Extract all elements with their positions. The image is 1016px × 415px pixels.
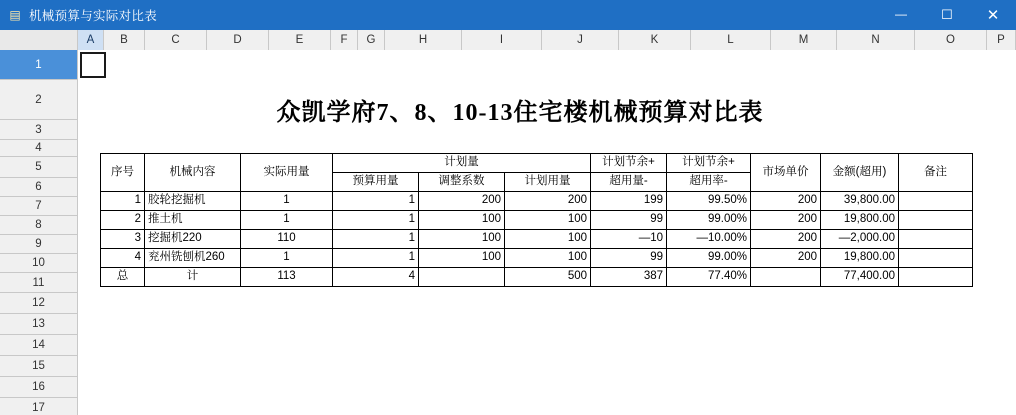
cell-save-over-qty: 99	[591, 211, 667, 230]
row-header-14[interactable]: 14	[0, 335, 77, 356]
cell-budget-qty: 1	[333, 192, 419, 211]
cell-budget-qty: 1	[333, 211, 419, 230]
row-header-12[interactable]: 12	[0, 293, 77, 314]
cell-save-over-rate: 99.00%	[667, 249, 751, 268]
cell-save-over-rate: 99.50%	[667, 192, 751, 211]
row-header-column	[0, 50, 78, 415]
cell-adjust-coef: 100	[419, 211, 505, 230]
table-row[interactable]	[101, 230, 973, 249]
cell-remark	[899, 192, 973, 211]
cell-total-remark	[899, 268, 973, 287]
cell-amount: 39,800.00	[821, 192, 899, 211]
cell-adjust-coef: 100	[419, 249, 505, 268]
cell-plan-qty: 200	[505, 192, 591, 211]
header-seq: 序号	[101, 154, 145, 192]
sheet-canvas[interactable]	[78, 50, 1016, 415]
cell-save-over-qty: 99	[591, 249, 667, 268]
header-actual: 实际用量	[241, 154, 333, 192]
sheet-body	[0, 50, 1016, 415]
row-header-4[interactable]: 4	[0, 140, 77, 157]
cell-remark	[899, 211, 973, 230]
column-header-P[interactable]: P	[987, 30, 1016, 50]
header-save-over-qty-line2: 超用量-	[591, 173, 667, 192]
header-budget-qty: 预算用量	[333, 173, 419, 192]
table-row[interactable]	[101, 211, 973, 230]
cell-amount: 19,800.00	[821, 211, 899, 230]
cell-unit-price: 200	[751, 230, 821, 249]
cell-adjust-coef: 200	[419, 192, 505, 211]
cell-unit-price: 200	[751, 211, 821, 230]
cell-seq: 4	[101, 249, 145, 268]
row-header-7[interactable]: 7	[0, 197, 77, 216]
cell-seq: 1	[101, 192, 145, 211]
row-header-9[interactable]: 9	[0, 235, 77, 254]
header-adjust-coef: 调整系数	[419, 173, 505, 192]
column-header-J[interactable]: J	[542, 30, 619, 50]
minimize-button[interactable]: —	[895, 7, 907, 21]
cell-save-over-qty: 199	[591, 192, 667, 211]
column-header-I[interactable]: I	[462, 30, 542, 50]
header-unit-price: 市场单价	[751, 154, 821, 192]
column-header-O[interactable]: O	[915, 30, 987, 50]
header-plan-qty: 计划用量	[505, 173, 591, 192]
cell-content: 挖掘机220	[145, 230, 241, 249]
cell-total-save-over-qty: 387	[591, 268, 667, 287]
cell-total-budget-qty: 4	[333, 268, 419, 287]
window-title: 机械预算与实际对比表	[29, 9, 158, 23]
table-row[interactable]	[101, 249, 973, 268]
row-header-6[interactable]: 6	[0, 178, 77, 197]
cell-seq: 3	[101, 230, 145, 249]
header-save-over-rate-line2: 超用率-	[667, 173, 751, 192]
cell-save-over-rate: —10.00%	[667, 230, 751, 249]
column-header-F[interactable]: F	[331, 30, 358, 50]
cell-plan-qty: 100	[505, 230, 591, 249]
cell-total-unit-price	[751, 268, 821, 287]
cell-total-save-over-rate: 77.40%	[667, 268, 751, 287]
header-remark: 备注	[899, 154, 973, 192]
row-header-11[interactable]: 11	[0, 273, 77, 293]
column-header-G[interactable]: G	[358, 30, 385, 50]
header-save-over-rate-line1: 计划节余+	[667, 154, 751, 173]
cell-total-amount: 77,400.00	[821, 268, 899, 287]
row-header-1[interactable]: 1	[0, 50, 77, 80]
cell-amount: 19,800.00	[821, 249, 899, 268]
cell-amount: —2,000.00	[821, 230, 899, 249]
row-header-16[interactable]: 16	[0, 377, 77, 398]
column-header-K[interactable]: K	[619, 30, 691, 50]
cell-unit-price: 200	[751, 249, 821, 268]
window-titlebar	[0, 0, 1016, 30]
column-header-N[interactable]: N	[837, 30, 915, 50]
header-content: 机械内容	[145, 154, 241, 192]
active-cell-cursor[interactable]	[80, 52, 106, 78]
cell-content: 胶轮挖掘机	[145, 192, 241, 211]
table-header-row-1	[101, 154, 973, 173]
window-controls	[878, 0, 1016, 30]
row-header-2[interactable]: 2	[0, 80, 77, 120]
column-header-B[interactable]: B	[104, 30, 145, 50]
column-header-H[interactable]: H	[385, 30, 462, 50]
table-total-row[interactable]	[101, 268, 973, 287]
cell-save-over-qty: —10	[591, 230, 667, 249]
spreadsheet-icon: ▤	[9, 8, 21, 22]
budget-comparison-table	[100, 153, 973, 287]
report-block	[100, 92, 948, 287]
header-amount: 金额(超用)	[821, 154, 899, 192]
header-save-over-qty-line1: 计划节余+	[591, 154, 667, 173]
spreadsheet-area	[0, 30, 1016, 415]
column-header-E[interactable]: E	[269, 30, 331, 50]
row-header-13[interactable]: 13	[0, 314, 77, 335]
column-header-A[interactable]: A	[78, 30, 104, 50]
cell-budget-qty: 1	[333, 249, 419, 268]
cell-content: 推土机	[145, 211, 241, 230]
select-all-corner[interactable]	[0, 30, 78, 50]
maximize-button[interactable]: ☐	[941, 7, 953, 22]
column-header-C[interactable]: C	[145, 30, 207, 50]
cell-plan-qty: 100	[505, 249, 591, 268]
close-button[interactable]: ✕	[986, 7, 1000, 24]
cell-unit-price: 200	[751, 192, 821, 211]
cell-actual: 110	[241, 230, 333, 249]
cell-total-plan-qty: 500	[505, 268, 591, 287]
table-row[interactable]	[101, 192, 973, 211]
cell-total-seq: 总	[101, 268, 145, 287]
row-header-8[interactable]: 8	[0, 216, 77, 235]
column-header-L[interactable]: L	[691, 30, 771, 50]
cell-total-label: 计	[145, 268, 241, 287]
row-header-5[interactable]: 5	[0, 157, 77, 178]
column-header-row	[0, 30, 1016, 50]
cell-budget-qty: 1	[333, 230, 419, 249]
header-plan-group: 计划量	[333, 154, 591, 173]
cell-total-adjust-coef	[419, 268, 505, 287]
column-header-D[interactable]: D	[207, 30, 269, 50]
cell-actual: 1	[241, 192, 333, 211]
row-header-17[interactable]: 17	[0, 398, 77, 415]
row-header-3[interactable]: 3	[0, 120, 77, 140]
cell-save-over-rate: 99.00%	[667, 211, 751, 230]
cell-total-actual: 113	[241, 268, 333, 287]
cell-seq: 2	[101, 211, 145, 230]
report-title: 众凯学府7、8、10-13住宅楼机械预算对比表	[276, 100, 764, 126]
cell-actual: 1	[241, 249, 333, 268]
cell-remark	[899, 249, 973, 268]
cell-content: 兖州铣刨机260	[145, 249, 241, 268]
cell-plan-qty: 100	[505, 211, 591, 230]
cell-actual: 1	[241, 211, 333, 230]
row-header-10[interactable]: 10	[0, 254, 77, 273]
cell-remark	[899, 230, 973, 249]
row-header-15[interactable]: 15	[0, 356, 77, 377]
column-header-M[interactable]: M	[771, 30, 837, 50]
cell-adjust-coef: 100	[419, 230, 505, 249]
